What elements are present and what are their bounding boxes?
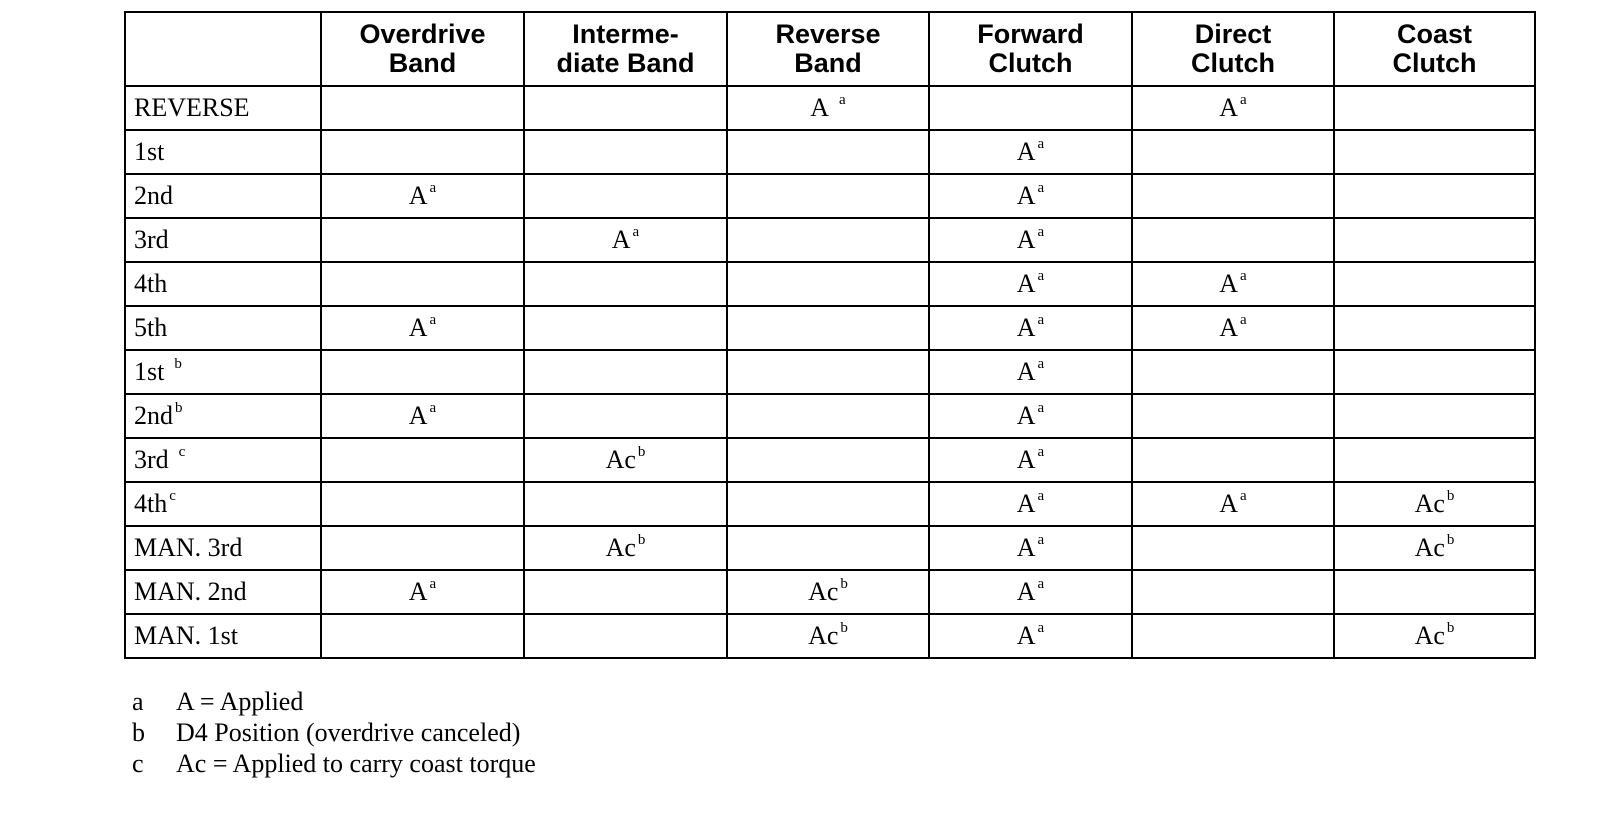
- footnote-marker: b: [174, 356, 182, 373]
- table-cell: [1132, 262, 1334, 306]
- footnote-marker: a: [429, 180, 437, 197]
- table-cell: [929, 570, 1132, 614]
- table-row: [125, 218, 1535, 262]
- table-cell: [727, 394, 929, 438]
- table-cell: [1334, 614, 1535, 658]
- footnote-item: [132, 748, 536, 779]
- table-cell: [929, 482, 1132, 526]
- footnote-marker: a: [1240, 312, 1247, 329]
- table-cell: [929, 306, 1132, 350]
- table-cell: [929, 218, 1132, 262]
- row-label: [125, 394, 321, 438]
- table-cell: [524, 86, 727, 130]
- table-cell: [321, 394, 524, 438]
- table-row: [125, 130, 1535, 174]
- table-row: [125, 614, 1535, 658]
- table-cell: [727, 350, 929, 394]
- column-header-line: Clutch: [1392, 48, 1477, 78]
- cell-value: A: [1016, 401, 1036, 430]
- cell-value: A: [1016, 269, 1036, 298]
- column-header: [929, 12, 1132, 86]
- cell-value: A: [408, 313, 428, 342]
- footnote-marker: a: [1240, 92, 1247, 109]
- table-cell: [524, 130, 727, 174]
- table-cell: [1132, 614, 1334, 658]
- table-cell: [1132, 526, 1334, 570]
- column-header: [1132, 12, 1334, 86]
- table-cell: [727, 174, 929, 218]
- footnote-marker: a: [1240, 268, 1247, 285]
- clutch-band-application-table: [124, 11, 1536, 659]
- table-cell: [1132, 350, 1334, 394]
- footnote-marker: b: [175, 400, 183, 417]
- cell-value: A: [1016, 313, 1036, 342]
- table-cell: [1132, 86, 1334, 130]
- footnote-marker: a: [1037, 356, 1045, 373]
- table-cell: [727, 218, 929, 262]
- column-header-line: Coast: [1396, 19, 1472, 49]
- row-label-text: 2nd: [134, 401, 173, 430]
- table-cell: [929, 174, 1132, 218]
- table-cell: [1334, 86, 1535, 130]
- cell-value: A: [1016, 181, 1036, 210]
- footnote-marker: a: [1037, 488, 1045, 505]
- cell-value: Ac: [1414, 489, 1445, 518]
- footnote-marker: a: [1037, 136, 1045, 153]
- footnote-item: [132, 717, 536, 748]
- cell-value: Ac: [1414, 533, 1445, 562]
- table-body: [125, 86, 1535, 658]
- row-label-text: 2nd: [134, 181, 173, 210]
- footnote-item: [132, 686, 536, 717]
- table-cell: [1334, 174, 1535, 218]
- footnote-text: Ac = Applied to carry coast torque: [176, 749, 536, 778]
- table-cell: [1132, 482, 1334, 526]
- cell-value: A: [1016, 225, 1036, 254]
- cell-value: A: [408, 181, 428, 210]
- footnote-marker: b: [1446, 488, 1455, 505]
- table-cell: [1132, 570, 1334, 614]
- row-label-text: REVERSE: [134, 93, 250, 122]
- column-header-line: Direct: [1194, 19, 1272, 49]
- row-label: [125, 614, 321, 658]
- table-cell: [727, 570, 929, 614]
- table-row: [125, 438, 1535, 482]
- table-cell: [727, 86, 929, 130]
- footnote-marker: a: [1037, 620, 1045, 637]
- table-row: [125, 306, 1535, 350]
- cell-value: A: [1016, 445, 1036, 474]
- table-cell: [321, 86, 524, 130]
- table-cell: [1334, 482, 1535, 526]
- column-header-line: Interme-: [572, 19, 679, 49]
- table-cell: [1334, 130, 1535, 174]
- table-cell: [321, 174, 524, 218]
- cell-value: A: [408, 577, 428, 606]
- header-cell-empty: [125, 12, 321, 86]
- table-cell: [727, 438, 929, 482]
- footnotes: [132, 686, 536, 779]
- row-label: [125, 526, 321, 570]
- table-cell: [1334, 306, 1535, 350]
- table-row: [125, 570, 1535, 614]
- row-label-text: MAN. 1st: [134, 621, 239, 650]
- column-header-line: Band: [794, 48, 862, 78]
- row-label-text: 5th: [134, 313, 168, 342]
- cell-value: A: [1219, 489, 1239, 518]
- row-label: [125, 570, 321, 614]
- row-label: [125, 438, 321, 482]
- row-label: [125, 482, 321, 526]
- column-header-line: Overdrive: [359, 19, 486, 49]
- table-cell: [321, 482, 524, 526]
- table-cell: [929, 130, 1132, 174]
- cell-value: A: [1016, 533, 1036, 562]
- table-cell: [524, 218, 727, 262]
- footnote-marker: a: [429, 400, 437, 417]
- table-cell: [524, 174, 727, 218]
- table-cell: [524, 262, 727, 306]
- row-label-text: 4th: [134, 269, 168, 298]
- table-cell: [524, 438, 727, 482]
- cell-value: A: [1016, 357, 1036, 386]
- column-header: [727, 12, 929, 86]
- footnote-marker: b: [1446, 620, 1455, 637]
- row-label: [125, 174, 321, 218]
- table-cell: [1334, 526, 1535, 570]
- table-cell: [321, 438, 524, 482]
- table-row: [125, 86, 1535, 130]
- footnote-text: D4 Position (overdrive canceled): [176, 718, 521, 747]
- footnote-marker: a: [429, 312, 437, 329]
- cell-value: A: [408, 401, 428, 430]
- column-header-line: diate Band: [556, 48, 695, 78]
- row-label-text: 1st: [134, 137, 165, 166]
- table-cell: [929, 350, 1132, 394]
- table-cell: [727, 262, 929, 306]
- table-cell: [727, 482, 929, 526]
- cell-value: A: [1016, 621, 1036, 650]
- footnote-letter: c: [132, 749, 144, 778]
- table-cell: [727, 306, 929, 350]
- column-header: [321, 12, 524, 86]
- header-row: [125, 12, 1535, 86]
- row-label-text: MAN. 3rd: [134, 533, 243, 562]
- column-header-line: Clutch: [1191, 48, 1275, 78]
- table-cell: [1132, 438, 1334, 482]
- table-cell: [1334, 394, 1535, 438]
- row-label: [125, 130, 321, 174]
- row-label-text: MAN. 2nd: [134, 577, 247, 606]
- footnote-marker: a: [1037, 312, 1045, 329]
- footnote-marker: a: [1037, 268, 1045, 285]
- column-header-line: Band: [388, 48, 457, 78]
- table-cell: [1334, 570, 1535, 614]
- table-cell: [1132, 130, 1334, 174]
- table-row: [125, 526, 1535, 570]
- table-cell: [321, 614, 524, 658]
- cell-value: A: [1016, 577, 1036, 606]
- table-cell: [524, 526, 727, 570]
- table-cell: [1132, 218, 1334, 262]
- row-label-text: 1st: [134, 357, 165, 386]
- table-cell: [929, 262, 1132, 306]
- footnote-marker: c: [178, 444, 186, 461]
- column-header-line: Reverse: [775, 19, 881, 49]
- table-cell: [929, 394, 1132, 438]
- cell-value: A: [810, 93, 830, 122]
- table-cell: [524, 306, 727, 350]
- row-label-text: 3rd: [134, 225, 169, 254]
- table-cell: [1132, 306, 1334, 350]
- table-cell: [929, 614, 1132, 658]
- cell-value: Ac: [605, 533, 636, 562]
- table-cell: [929, 86, 1132, 130]
- footnote-marker: b: [1446, 532, 1455, 549]
- table-cell: [321, 262, 524, 306]
- footnote-marker: a: [1037, 400, 1045, 417]
- footnote-marker: a: [839, 92, 846, 109]
- cell-value: Ac: [1414, 621, 1445, 650]
- row-label: [125, 350, 321, 394]
- cell-value: A: [1219, 93, 1239, 122]
- footnote-letter: a: [132, 687, 144, 716]
- table-cell: [727, 526, 929, 570]
- table-row: [125, 394, 1535, 438]
- table-cell: [524, 482, 727, 526]
- table-row: [125, 482, 1535, 526]
- footnote-marker: a: [1037, 224, 1045, 241]
- row-label-text: 4th: [134, 489, 168, 518]
- cell-value: A: [1016, 137, 1036, 166]
- table-cell: [1334, 438, 1535, 482]
- table-cell: [321, 218, 524, 262]
- table-cell: [929, 526, 1132, 570]
- footnote-marker: b: [637, 444, 646, 461]
- table-cell: [524, 394, 727, 438]
- table-cell: [727, 614, 929, 658]
- row-label: [125, 306, 321, 350]
- table-cell: [321, 306, 524, 350]
- column-header: [1334, 12, 1535, 86]
- footnote-text: A = Applied: [176, 687, 304, 716]
- row-label-text: 3rd: [134, 445, 169, 474]
- footnote-marker: a: [429, 576, 437, 593]
- table-cell: [929, 438, 1132, 482]
- row-label: [125, 218, 321, 262]
- footnote-marker: a: [1037, 576, 1045, 593]
- cell-value: Ac: [808, 621, 839, 650]
- cell-value: A: [1219, 313, 1239, 342]
- column-header-line: Forward: [977, 19, 1084, 49]
- footnote-marker: a: [1037, 180, 1045, 197]
- footnote-marker: a: [1037, 532, 1045, 549]
- cell-value: Ac: [808, 577, 839, 606]
- footnote-marker: c: [169, 488, 176, 505]
- cell-value: A: [1219, 269, 1239, 298]
- column-header-line: Clutch: [988, 48, 1073, 78]
- row-label: [125, 262, 321, 306]
- footnote-marker: a: [632, 224, 640, 241]
- table-cell: [1334, 262, 1535, 306]
- cell-value: A: [1016, 489, 1036, 518]
- table-row: [125, 174, 1535, 218]
- footnote-letter: b: [132, 718, 145, 747]
- column-header: [524, 12, 727, 86]
- table-cell: [321, 526, 524, 570]
- footnote-marker: b: [840, 620, 848, 637]
- table-cell: [1132, 174, 1334, 218]
- cell-value: A: [611, 225, 631, 254]
- table-row: [125, 262, 1535, 306]
- table-cell: [1334, 218, 1535, 262]
- table-header: [125, 12, 1535, 86]
- table-cell: [524, 614, 727, 658]
- table-cell: [727, 130, 929, 174]
- table-row: [125, 350, 1535, 394]
- table-cell: [321, 130, 524, 174]
- row-label: [125, 86, 321, 130]
- footnote-marker: a: [1240, 488, 1247, 505]
- table-cell: [321, 350, 524, 394]
- table-cell: [524, 570, 727, 614]
- cell-value: Ac: [605, 445, 636, 474]
- footnote-marker: b: [637, 532, 646, 549]
- footnote-marker: b: [840, 576, 848, 593]
- table-cell: [1132, 394, 1334, 438]
- table-cell: [1334, 350, 1535, 394]
- table-cell: [321, 570, 524, 614]
- table-cell: [524, 350, 727, 394]
- footnote-marker: a: [1037, 444, 1045, 461]
